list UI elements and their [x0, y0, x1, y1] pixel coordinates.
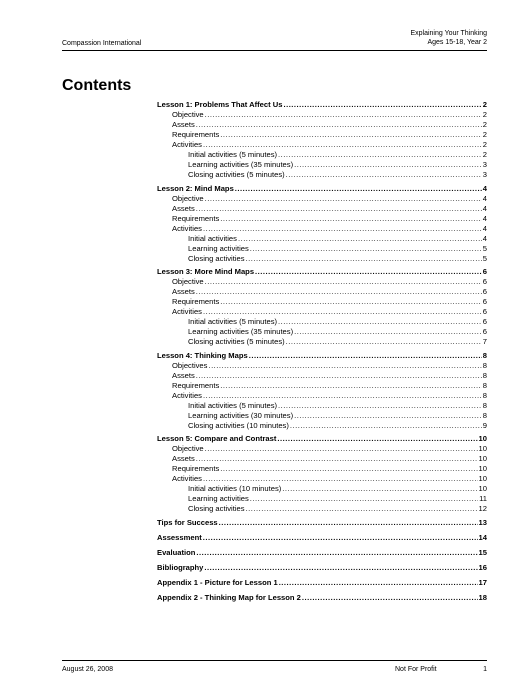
- toc-dot-leader: [294, 411, 482, 421]
- toc-entry-page: 16: [478, 562, 487, 572]
- toc-entry-page: 10: [478, 434, 487, 443]
- toc-entry-page: 6: [482, 267, 487, 276]
- toc-entry[interactable]: [157, 401, 487, 411]
- toc-dot-leader: [203, 224, 482, 234]
- toc-entry-page: 6: [482, 317, 487, 326]
- toc-entry-page: 10: [478, 484, 487, 493]
- toc-entry[interactable]: [157, 411, 487, 421]
- footer-page-number: 1: [483, 666, 487, 673]
- toc-entry[interactable]: [157, 518, 487, 528]
- toc-dot-leader: [205, 444, 478, 454]
- toc-entry[interactable]: [157, 533, 487, 543]
- toc-entry-label: Initial activities: [188, 233, 237, 243]
- toc-dot-leader: [196, 204, 482, 214]
- toc-entry-page: 4: [482, 223, 487, 233]
- toc-entry-label: Requirements: [172, 213, 220, 223]
- toc-entry[interactable]: [157, 150, 487, 160]
- toc-entry-label: Objective: [172, 193, 204, 203]
- toc-entry-label: Objective: [172, 110, 204, 119]
- toc-entry-label: Objective: [172, 277, 204, 286]
- toc-entry[interactable]: [157, 130, 487, 140]
- toc-entry[interactable]: [157, 548, 487, 558]
- toc-dot-leader: [278, 150, 482, 160]
- toc-entry[interactable]: [157, 214, 487, 224]
- toc-entry-label: Closing activities (5 minutes): [188, 170, 285, 179]
- toc-entry-page: 11: [479, 494, 487, 503]
- toc-entry-page: 3: [482, 170, 487, 179]
- toc-entry[interactable]: [157, 170, 487, 180]
- toc-entry-label: Objective: [172, 444, 204, 453]
- toc-dot-leader: [220, 214, 481, 224]
- toc-entry-label: Assets: [172, 370, 195, 380]
- toc-entry-page: 8: [482, 410, 487, 420]
- header-organization: Compassion International: [62, 40, 142, 47]
- toc-entry-page: 9: [482, 420, 487, 430]
- toc-dot-leader: [220, 381, 481, 391]
- header-audience: Ages 15-18, Year 2: [427, 39, 487, 46]
- toc-entry[interactable]: [157, 391, 487, 401]
- toc-entry[interactable]: [157, 297, 487, 307]
- toc-dot-leader: [238, 234, 482, 244]
- toc-entry-page: 2: [482, 120, 487, 129]
- toc-entry[interactable]: [157, 454, 487, 464]
- toc-entry[interactable]: [157, 494, 487, 504]
- toc-entry-page: 5: [482, 253, 487, 263]
- toc-entry-label: Assessment: [157, 532, 202, 542]
- toc-dot-leader: [249, 351, 482, 361]
- toc-dot-leader: [204, 563, 477, 573]
- toc-entry[interactable]: [157, 327, 487, 337]
- toc-entry[interactable]: [157, 337, 487, 347]
- toc-entry-page: 8: [482, 400, 487, 410]
- toc-dot-leader: [283, 100, 481, 110]
- table-of-contents: [157, 100, 487, 603]
- toc-entry[interactable]: [157, 464, 487, 474]
- toc-entry-label: Requirements: [172, 380, 220, 390]
- toc-entry-label: Activities: [172, 223, 202, 233]
- toc-entry-page: 6: [482, 297, 487, 306]
- toc-entry[interactable]: [157, 361, 487, 371]
- page-header: [62, 30, 487, 51]
- header-document-title: Explaining Your Thinking: [410, 30, 487, 37]
- toc-entry-page: 3: [482, 160, 487, 169]
- toc-dot-leader: [277, 434, 477, 444]
- toc-entry-label: Learning activities (35 minutes): [188, 327, 294, 336]
- toc-entry[interactable]: [157, 267, 487, 277]
- toc-entry-label: Evaluation: [157, 547, 196, 557]
- toc-entry[interactable]: [157, 421, 487, 431]
- toc-dot-leader: [246, 504, 478, 514]
- toc-dot-leader: [290, 421, 482, 431]
- toc-dot-leader: [278, 401, 482, 411]
- toc-dot-leader: [196, 371, 482, 381]
- toc-entry[interactable]: [157, 184, 487, 194]
- toc-dot-leader: [196, 120, 482, 130]
- toc-dot-leader: [203, 474, 478, 484]
- toc-entry[interactable]: [157, 244, 487, 254]
- toc-entry-label: Activities: [172, 474, 202, 483]
- toc-entry-label: Learning activities (30 minutes): [188, 410, 294, 420]
- toc-entry[interactable]: [157, 434, 487, 444]
- footer-note: Not For Profit: [395, 666, 437, 673]
- toc-entry-page: 2: [482, 100, 487, 109]
- toc-entry-page: 4: [482, 203, 487, 213]
- toc-entry-page: 10: [478, 454, 487, 463]
- toc-entry-page: 2: [482, 150, 487, 159]
- toc-entry-label: Learning activities: [188, 243, 249, 253]
- toc-entry[interactable]: [157, 563, 487, 573]
- toc-entry-page: 2: [482, 130, 487, 139]
- toc-entry[interactable]: [157, 254, 487, 264]
- toc-entry[interactable]: [157, 484, 487, 494]
- toc-entry-label: Assets: [172, 120, 195, 129]
- toc-entry[interactable]: [157, 307, 487, 317]
- toc-entry[interactable]: [157, 381, 487, 391]
- toc-dot-leader: [294, 160, 482, 170]
- toc-dot-leader: [196, 548, 477, 558]
- toc-dot-leader: [250, 244, 482, 254]
- toc-dot-leader: [279, 578, 478, 588]
- toc-entry[interactable]: [157, 504, 487, 514]
- toc-dot-leader: [208, 361, 481, 371]
- toc-entry-page: 10: [478, 464, 487, 473]
- toc-entry-label: Activities: [172, 390, 202, 400]
- toc-entry[interactable]: [157, 444, 487, 454]
- toc-entry[interactable]: [157, 234, 487, 244]
- toc-entry-page: 10: [478, 444, 487, 453]
- toc-dot-leader: [278, 317, 482, 327]
- toc-entry-page: 8: [482, 380, 487, 390]
- toc-dot-leader: [302, 593, 478, 603]
- toc-dot-leader: [246, 254, 482, 264]
- toc-entry-label: Assets: [172, 454, 195, 463]
- toc-entry-label: Lesson 1: Problems That Affect Us: [157, 100, 283, 109]
- toc-entry-page: 8: [482, 360, 487, 370]
- toc-entry-page: 2: [482, 110, 487, 119]
- toc-entry-page: 8: [482, 390, 487, 400]
- toc-entry-page: 15: [478, 547, 487, 557]
- toc-dot-leader: [286, 170, 482, 180]
- toc-entry-label: Closing activities (5 minutes): [188, 337, 285, 346]
- toc-dot-leader: [220, 130, 481, 140]
- toc-entry[interactable]: [157, 194, 487, 204]
- toc-entry-page: 4: [482, 183, 487, 193]
- toc-dot-leader: [196, 287, 482, 297]
- toc-entry[interactable]: [157, 204, 487, 214]
- toc-entry[interactable]: [157, 287, 487, 297]
- footer-date: August 26, 2008: [62, 666, 113, 673]
- toc-entry-page: 7: [482, 337, 487, 346]
- toc-entry-label: Requirements: [172, 464, 220, 473]
- toc-entry[interactable]: [157, 277, 487, 287]
- toc-entry-label: Lesson 5: Compare and Contrast: [157, 434, 277, 443]
- toc-dot-leader: [219, 518, 478, 528]
- toc-entry[interactable]: [157, 110, 487, 120]
- toc-dot-leader: [286, 337, 482, 347]
- toc-entry-page: 18: [478, 592, 487, 602]
- toc-entry[interactable]: [157, 120, 487, 130]
- toc-entry[interactable]: [157, 160, 487, 170]
- toc-entry[interactable]: [157, 317, 487, 327]
- toc-entry-label: Appendix 2 - Thinking Map for Lesson 2: [157, 592, 301, 602]
- toc-dot-leader: [203, 140, 482, 150]
- toc-entry-page: 5: [482, 243, 487, 253]
- toc-entry-label: Initial activities (5 minutes): [188, 150, 278, 159]
- toc-entry-label: Closing activities: [188, 504, 245, 513]
- toc-entry-page: 10: [478, 474, 487, 483]
- toc-entry-page: 12: [478, 504, 487, 513]
- header-document-info: [410, 29, 487, 47]
- toc-dot-leader: [282, 484, 477, 494]
- toc-entry-label: Initial activities (10 minutes): [188, 484, 282, 493]
- toc-dot-leader: [235, 184, 482, 194]
- toc-entry-label: Lesson 3: More Mind Maps: [157, 267, 255, 276]
- toc-entry[interactable]: [157, 140, 487, 150]
- toc-entry-page: 4: [482, 233, 487, 243]
- toc-entry-label: Objectives: [172, 360, 208, 370]
- toc-dot-leader: [203, 307, 482, 317]
- toc-entry-page: 6: [482, 307, 487, 316]
- toc-entry-label: Activities: [172, 307, 202, 316]
- toc-entry-page: 6: [482, 277, 487, 286]
- toc-entry-page: 14: [478, 532, 487, 542]
- toc-entry-label: Initial activities (5 minutes): [188, 400, 278, 410]
- toc-entry[interactable]: [157, 474, 487, 484]
- toc-dot-leader: [203, 533, 478, 543]
- toc-entry-page: 17: [478, 577, 487, 587]
- toc-dot-leader: [220, 297, 481, 307]
- toc-entry-label: Requirements: [172, 130, 220, 139]
- toc-entry-label: Closing activities: [188, 253, 245, 263]
- toc-entry-page: 8: [482, 370, 487, 380]
- toc-entry-label: Bibliography: [157, 562, 204, 572]
- toc-entry[interactable]: [157, 578, 487, 588]
- toc-dot-leader: [205, 194, 482, 204]
- toc-entry-page: 4: [482, 213, 487, 223]
- toc-entry[interactable]: [157, 593, 487, 603]
- toc-dot-leader: [196, 454, 478, 464]
- toc-entry-label: Tips for Success: [157, 517, 218, 527]
- toc-entry[interactable]: [157, 224, 487, 234]
- toc-dot-leader: [205, 110, 482, 120]
- toc-entry-label: Initial activities (5 minutes): [188, 317, 278, 326]
- toc-entry-page: 6: [482, 327, 487, 336]
- toc-entry[interactable]: [157, 371, 487, 381]
- toc-dot-leader: [203, 391, 482, 401]
- toc-entry-page: 4: [482, 193, 487, 203]
- toc-entry-label: Lesson 4: Thinking Maps: [157, 350, 248, 360]
- toc-dot-leader: [205, 277, 482, 287]
- toc-entry-label: Closing activities (10 minutes): [188, 420, 289, 430]
- toc-entry-label: Assets: [172, 203, 195, 213]
- toc-entry-page: 6: [482, 287, 487, 296]
- toc-entry-label: Appendix 1 - Picture for Lesson 1: [157, 577, 278, 587]
- toc-entry-label: Learning activities: [188, 494, 249, 503]
- toc-entry-label: Activities: [172, 140, 202, 149]
- toc-dot-leader: [250, 494, 478, 504]
- toc-entry[interactable]: [157, 100, 487, 110]
- page-title: Contents: [62, 77, 132, 94]
- toc-entry-page: 8: [482, 350, 487, 360]
- toc-entry[interactable]: [157, 351, 487, 361]
- toc-entry-page: 13: [478, 517, 487, 527]
- toc-entry-label: Assets: [172, 287, 195, 296]
- toc-dot-leader: [294, 327, 482, 337]
- toc-entry-label: Learning activities (35 minutes): [188, 160, 294, 169]
- toc-entry-label: Requirements: [172, 297, 220, 306]
- toc-dot-leader: [220, 464, 477, 474]
- toc-entry-page: 2: [482, 140, 487, 149]
- page-footer: [62, 660, 487, 677]
- toc-entry-label: Lesson 2: Mind Maps: [157, 183, 234, 193]
- toc-dot-leader: [255, 267, 482, 277]
